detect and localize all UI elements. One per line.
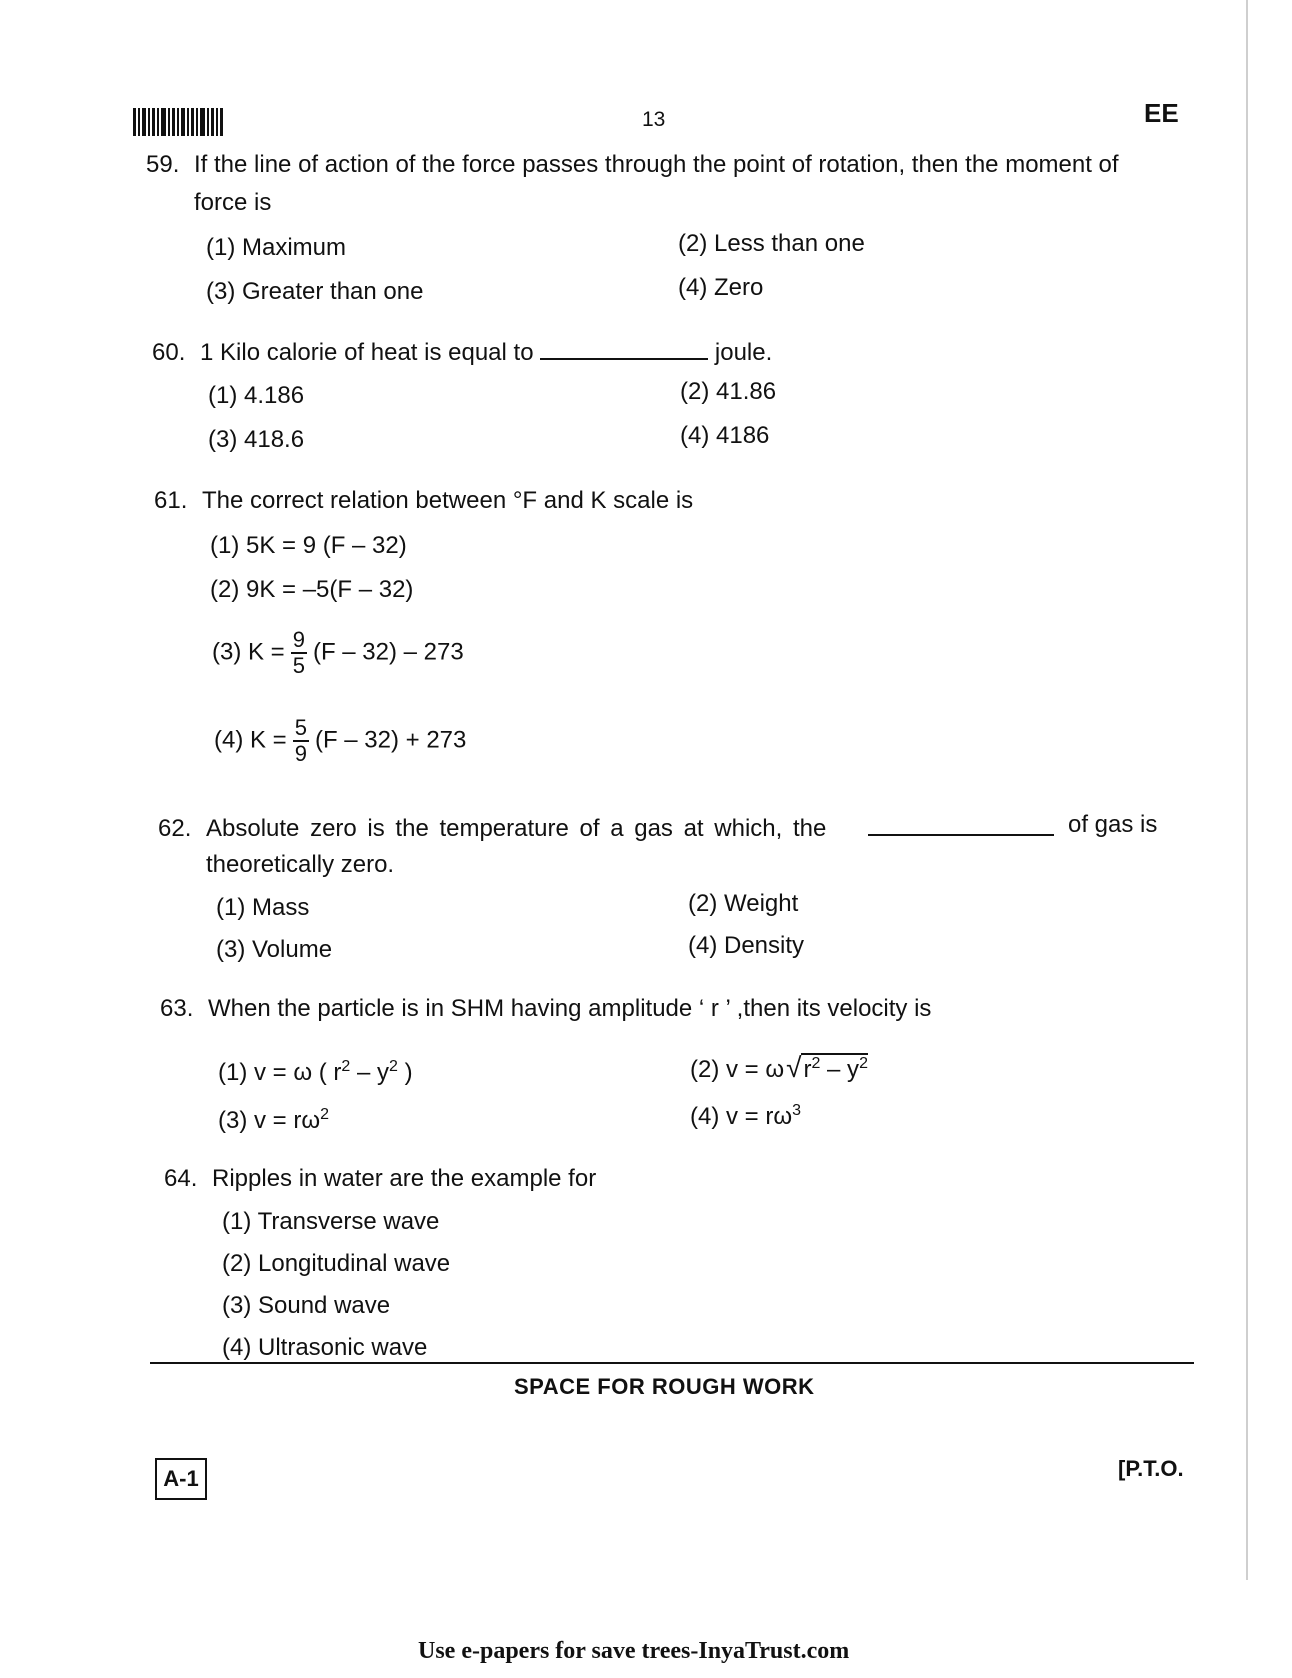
option-2[interactable]: (2) $v = \omega√r^2 - y^2$ [690,1052,868,1083]
option-1[interactable]: (1) Maximum [206,234,347,261]
question-text-cont: force is [194,189,272,216]
option-2[interactable]: (2) 9K = –5(F – 32) [210,576,414,603]
question-text-after-blank: of gas is [1068,811,1158,838]
question-text: Ripples in water are the example for [212,1165,597,1192]
option-4[interactable]: (4) K = $\frac{5}{9}$ (F – 32) + 273 [214,715,467,766]
booklet-code: A-1 [155,1458,207,1500]
option-1[interactable]: (1) 4.186 [208,382,305,409]
option-3[interactable]: (3) Sound wave [222,1292,391,1319]
question-text-cont: theoretically zero. [206,851,395,878]
option-4[interactable]: (4) $v = r\omega^3$ [690,1102,801,1130]
option-3[interactable]: (3) 418.6 [208,426,305,453]
option-4[interactable]: (4) Zero [678,274,764,301]
fraction: $\frac{9}{5}$ [292,627,305,678]
option-2[interactable]: (2) Longitudinal wave [222,1250,451,1277]
option-3[interactable]: (3) Greater than one [206,278,424,305]
answer-blank [868,830,1054,836]
question-text-after-blank: joule. [714,339,773,366]
page-number: 13 [642,108,666,131]
option-4[interactable]: (4) Density [688,932,805,959]
option-2[interactable]: (2) 41.86 [680,378,777,405]
question-text: Absolute zero is the temperature of a gas at which, the [206,815,827,842]
question-text: When the particle is in SHM having amplitude ‘ r ’ ,then its velocity is [208,995,932,1022]
question-number: 62. [158,815,192,842]
rough-work-label: SPACE FOR ROUGH WORK [514,1374,815,1399]
question-number: 59. [146,151,180,178]
question-number: 63. [160,995,194,1022]
barcode [133,108,223,136]
question-text: 1 Kilo calorie of heat is equal to [200,339,534,366]
option-3[interactable]: (3) K = $\frac{9}{5}$ (F – 32) – 273 [212,627,464,678]
option-1[interactable]: (1) Transverse wave [222,1208,440,1235]
rough-work-divider [150,1362,1194,1364]
question-text: If the line of action of the force passes through the point of rotation, then the moment of [194,151,1119,178]
question-text: The correct relation between °F and K scale is [202,487,694,514]
square-root-icon: √ [786,1052,802,1083]
fraction: $\frac{5}{9}$ [294,715,307,766]
set-code: EE [1144,98,1179,128]
answer-blank [540,354,708,360]
option-3[interactable]: (3) Volume [216,936,333,963]
pto-label: [P.T.O. [1118,1456,1184,1481]
option-3[interactable]: (3) $v = r\omega^2$ [218,1106,329,1134]
footer-watermark: Use e-papers for save trees-InyaTrust.com [418,1638,850,1664]
option-2[interactable]: (2) Less than one [678,230,865,257]
option-2[interactable]: (2) Weight [688,890,799,917]
option-4[interactable]: (4) 4186 [680,422,770,449]
option-1[interactable]: (1) Mass [216,894,310,921]
option-1[interactable]: (1) v = ω ( $r^2 - y^2$ ) [218,1058,413,1086]
option-1[interactable]: (1) 5K = 9 (F – 32) [210,532,407,559]
option-4[interactable]: (4) Ultrasonic wave [222,1334,428,1361]
question-number: 64. [164,1165,198,1192]
page-edge [1246,0,1248,1580]
question-number: 61. [154,487,188,514]
question-number: 60. [152,339,186,366]
